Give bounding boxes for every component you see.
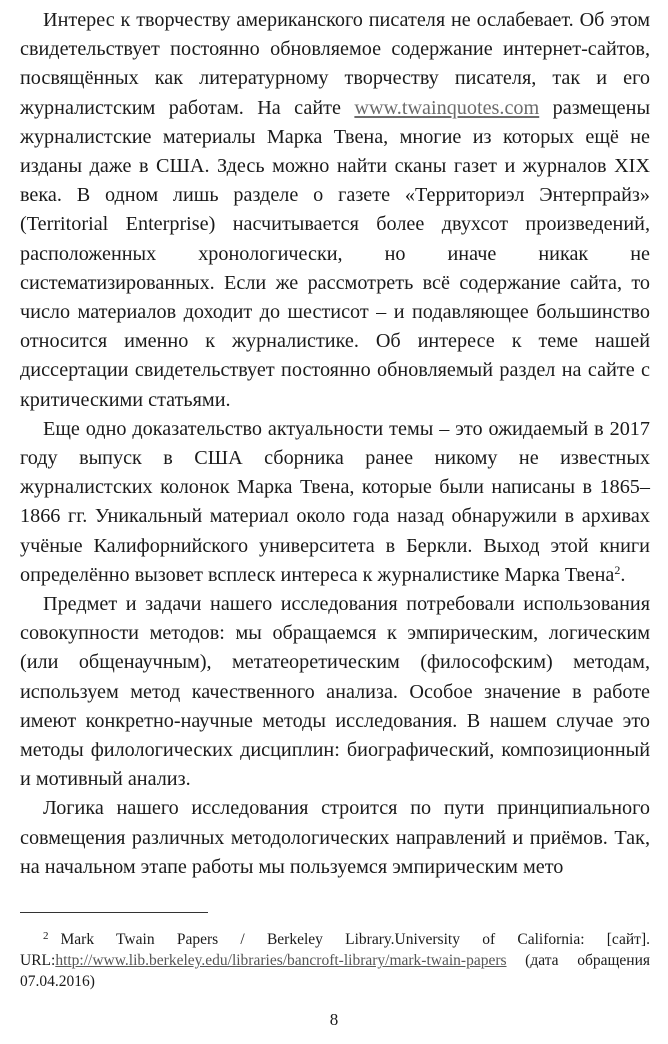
paragraph-3 <box>20 590 650 794</box>
paragraph-4-text: Логика нашего исследования строится по пути принципиального совмещения различных методологических направлений и приёмов. Так, на начальном этапе работы мы пользуемся эмпирическим мето <box>20 797 650 878</box>
twainquotes-link[interactable]: www.twainquotes.com <box>354 96 540 119</box>
footnote-divider <box>20 912 208 913</box>
footnote-url-link[interactable]: http://www.lib.berkeley.edu/libraries/bancroft-library/mark-twain-papers <box>55 952 507 969</box>
footnote-reference[interactable]: 2 <box>614 562 621 577</box>
footnote-access-date: (дата обращения 07.04.2016) <box>20 952 650 990</box>
document-body <box>20 6 650 882</box>
paragraph-3-text: Предмет и задачи нашего исследования потребовали использования совокупности методов: мы обращаемся к эмпирическим, логическим (или общенаучным), метатеоретическим (философским) методам, используем метод качественного анализа. Особое значение в работе имеют конкретно-научные методы исследования. В нашем случае это методы филологических дисциплин: биографический, композиционный и мотивный анализ. <box>20 593 650 791</box>
footnote <box>20 929 650 992</box>
paragraph-2-text: Еще одно доказательство актуальности темы – это ожидаемый в 2017 году выпуск в США сборника ранее никому не известных журналистских колонок Марка Твена, которые были написаны в 1865–1866 гг. Уникальный материал около года назад обнаружили в архивах учёные Калифорнийского университета в Беркли. Выход этой книги определённо вызовет всплеск интереса к журналистике Марка Твена <box>20 417 650 586</box>
paragraph-1 <box>20 6 650 415</box>
footnote-number: 2 <box>43 930 49 942</box>
paragraph-2 <box>20 415 650 590</box>
paragraph-4 <box>20 794 650 882</box>
paragraph-2-end: . <box>620 563 626 586</box>
footnote-text: Mark Twain Papers / Berkeley Library.University of California: [сайт]. URL: <box>20 931 650 969</box>
page-number: 8 <box>329 1010 339 1029</box>
paragraph-1-text-start: Интерес к творчеству американского писателя не ослабевает. Об этом свидетельствует постоянно обновляемое содержание интернет-сайтов, посвящённых как литературному творчеству писателя, так и его журналистским работам. На сайте <box>20 9 650 119</box>
paragraph-1-text-end: размещены журналистские материалы Марка Твена, многие из которых ещё не изданы даже в США. Здесь можно найти сканы газет и журналов XIX века. В одном лишь разделе о газете «Территориэл Энтерпрайз» (Territorial Enterprise) насчитывается более двухсот произведений, расположенных хронологически, но иначе никак не систематизированных. Если же рассмотреть всё содержание сайта, то число материалов доходит до шестисот – и подавляющее большинство относится именно к журналистике. Об интересе к теме нашей диссертации свидетельствует постоянно обновляемый раздел на сайте с критическими статьями. <box>20 96 651 411</box>
